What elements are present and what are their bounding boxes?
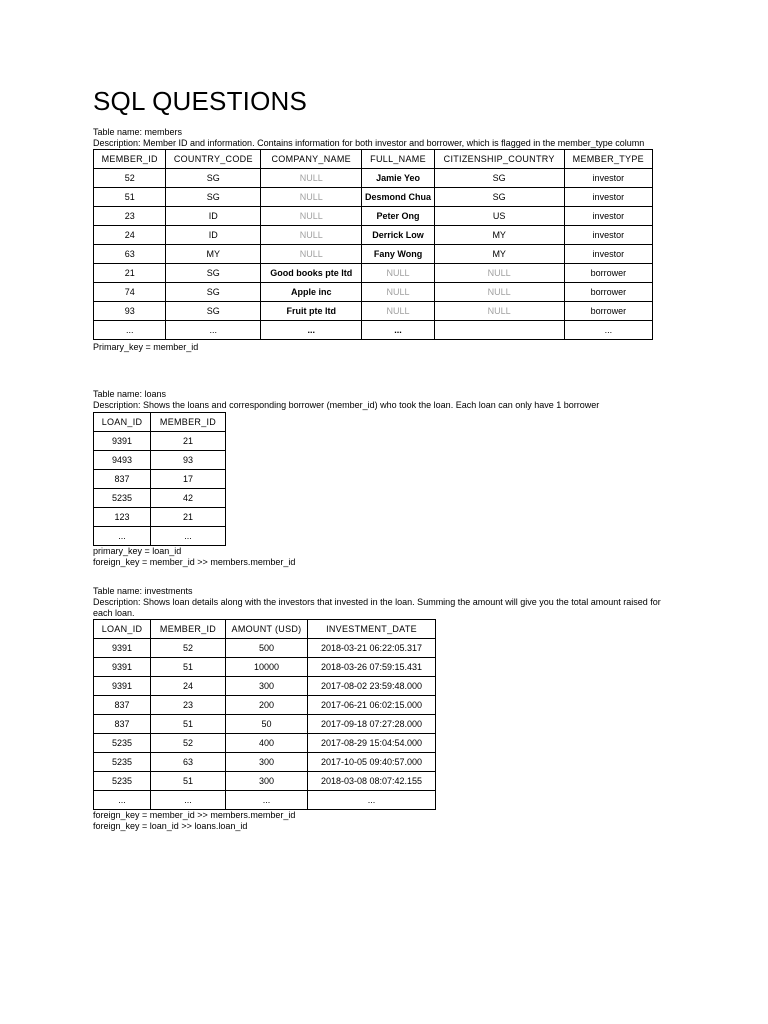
investments-cell: 2018-03-21 06:22:05.317 bbox=[308, 639, 436, 658]
members-column-header: FULL_NAME bbox=[362, 150, 434, 169]
members-cell: 21 bbox=[94, 264, 166, 283]
members-cell: Fruit pte ltd bbox=[261, 302, 362, 321]
members-cell: ... bbox=[261, 321, 362, 340]
investments-cell: ... bbox=[94, 791, 151, 810]
investments-table-name: Table name: investments bbox=[93, 586, 193, 596]
members-cell: MY bbox=[434, 226, 564, 245]
investments-cell: 9391 bbox=[94, 677, 151, 696]
loans-cell: 9391 bbox=[94, 432, 151, 451]
members-cell: SG bbox=[434, 188, 564, 207]
investments-column-header: MEMBER_ID bbox=[151, 620, 226, 639]
loans-table-row bbox=[94, 470, 226, 489]
investments-cell: 5235 bbox=[94, 772, 151, 791]
investments-cell: 2018-03-08 08:07:42.155 bbox=[308, 772, 436, 791]
members-cell: SG bbox=[166, 169, 261, 188]
members-column-header: MEMBER_ID bbox=[94, 150, 166, 169]
members-table-row bbox=[94, 283, 653, 302]
members-cell: borrower bbox=[564, 302, 652, 321]
members-cell: ... bbox=[94, 321, 166, 340]
loans-cell: 21 bbox=[151, 508, 226, 527]
investments-cell: 500 bbox=[226, 639, 308, 658]
members-table-row bbox=[94, 245, 653, 264]
investments-cell: ... bbox=[308, 791, 436, 810]
investments-cell: ... bbox=[151, 791, 226, 810]
loans-cell: 123 bbox=[94, 508, 151, 527]
investments-cell: 300 bbox=[226, 753, 308, 772]
investments-table-row bbox=[94, 734, 436, 753]
investments-table-row bbox=[94, 677, 436, 696]
members-cell: ... bbox=[362, 321, 434, 340]
investments-cell: 52 bbox=[151, 734, 226, 753]
members-cell: US bbox=[434, 207, 564, 226]
members-column-header: CITIZENSHIP_COUNTRY bbox=[434, 150, 564, 169]
investments-table-row bbox=[94, 791, 436, 810]
loans-cell: 93 bbox=[151, 451, 226, 470]
investments-foreign-key-loan: foreign_key = loan_id >> loans.loan_id bbox=[93, 821, 248, 831]
members-cell: borrower bbox=[564, 264, 652, 283]
investments-cell: 51 bbox=[151, 772, 226, 791]
investments-cell: 52 bbox=[151, 639, 226, 658]
investments-cell: 400 bbox=[226, 734, 308, 753]
members-cell: 74 bbox=[94, 283, 166, 302]
investments-column-header: LOAN_ID bbox=[94, 620, 151, 639]
members-cell: investor bbox=[564, 169, 652, 188]
loans-cell: 5235 bbox=[94, 489, 151, 508]
members-cell: NULL bbox=[261, 245, 362, 264]
members-table-row bbox=[94, 226, 653, 245]
members-table-name: Table name: members bbox=[93, 127, 183, 137]
investments-table-row bbox=[94, 772, 436, 791]
members-cell: SG bbox=[434, 169, 564, 188]
investments-cell: 9391 bbox=[94, 658, 151, 677]
members-cell: investor bbox=[564, 245, 652, 264]
loans-cell: 17 bbox=[151, 470, 226, 489]
members-cell: Derrick Low bbox=[362, 226, 434, 245]
members-cell: Desmond Chua bbox=[362, 188, 434, 207]
investments-cell: 23 bbox=[151, 696, 226, 715]
members-cell: 52 bbox=[94, 169, 166, 188]
members-cell bbox=[434, 321, 564, 340]
members-cell: NULL bbox=[261, 188, 362, 207]
members-cell: ... bbox=[564, 321, 652, 340]
members-table bbox=[93, 149, 653, 340]
investments-table-row bbox=[94, 753, 436, 772]
loans-cell: 837 bbox=[94, 470, 151, 489]
members-cell: ID bbox=[166, 207, 261, 226]
investments-cell: 9391 bbox=[94, 639, 151, 658]
loans-primary-key: primary_key = loan_id bbox=[93, 546, 182, 556]
investments-cell: 51 bbox=[151, 658, 226, 677]
members-section bbox=[93, 127, 653, 353]
investments-cell: 837 bbox=[94, 715, 151, 734]
investments-cell: 63 bbox=[151, 753, 226, 772]
loans-table bbox=[93, 412, 226, 546]
members-table-row bbox=[94, 321, 653, 340]
investments-cell: 2017-09-18 07:27:28.000 bbox=[308, 715, 436, 734]
loans-table-row bbox=[94, 508, 226, 527]
members-cell: MY bbox=[434, 245, 564, 264]
members-primary-key: Primary_key = member_id bbox=[93, 342, 199, 352]
members-cell: SG bbox=[166, 188, 261, 207]
loans-table-row bbox=[94, 489, 226, 508]
members-cell: NULL bbox=[362, 264, 434, 283]
investments-cell: 2017-08-29 15:04:54.000 bbox=[308, 734, 436, 753]
investments-cell: 51 bbox=[151, 715, 226, 734]
investments-cell: 837 bbox=[94, 696, 151, 715]
loans-table-row bbox=[94, 432, 226, 451]
loans-cell: ... bbox=[151, 527, 226, 546]
loans-description: Description: Shows the loans and corresponding borrower (member_id) who took the loan. Each loan can only have 1 borrower bbox=[93, 400, 600, 410]
investments-cell: 2018-03-26 07:59:15.431 bbox=[308, 658, 436, 677]
members-cell: Jamie Yeo bbox=[362, 169, 434, 188]
loans-column-header: MEMBER_ID bbox=[151, 413, 226, 432]
loans-cell: 9493 bbox=[94, 451, 151, 470]
investments-cell: 300 bbox=[226, 772, 308, 791]
members-cell: 51 bbox=[94, 188, 166, 207]
members-cell: SG bbox=[166, 283, 261, 302]
members-column-header: COMPANY_NAME bbox=[261, 150, 362, 169]
investments-foreign-key-member: foreign_key = member_id >> members.member_id bbox=[93, 810, 296, 820]
investments-table bbox=[93, 619, 436, 810]
members-cell: NULL bbox=[434, 264, 564, 283]
members-cell: NULL bbox=[362, 283, 434, 302]
investments-cell: 2017-10-05 09:40:57.000 bbox=[308, 753, 436, 772]
investments-description: Description: Shows loan details along with the investors that invested in the loan. Summing the amount will give you the total amount raised for each loan. bbox=[93, 597, 661, 618]
members-cell: Peter Ong bbox=[362, 207, 434, 226]
members-cell: SG bbox=[166, 264, 261, 283]
members-table-row bbox=[94, 169, 653, 188]
investments-cell: 24 bbox=[151, 677, 226, 696]
page-title: SQL QUESTIONS bbox=[93, 86, 308, 116]
loans-table-name: Table name: loans bbox=[93, 389, 167, 399]
loans-section bbox=[93, 389, 693, 568]
members-table-row bbox=[94, 302, 653, 321]
investments-cell: 2017-06-21 06:02:15.000 bbox=[308, 696, 436, 715]
members-cell: borrower bbox=[564, 283, 652, 302]
members-cell: Good books pte ltd bbox=[261, 264, 362, 283]
members-cell: SG bbox=[166, 302, 261, 321]
members-cell: NULL bbox=[434, 302, 564, 321]
members-cell: MY bbox=[166, 245, 261, 264]
members-cell: investor bbox=[564, 207, 652, 226]
members-cell: investor bbox=[564, 226, 652, 245]
loans-cell: ... bbox=[94, 527, 151, 546]
investments-cell: 2017-08-02 23:59:48.000 bbox=[308, 677, 436, 696]
members-cell: NULL bbox=[261, 169, 362, 188]
members-description: Description: Member ID and information. Contains information for both investor and borrower, which is flagged in the member_type column bbox=[93, 138, 645, 148]
loans-column-header: LOAN_ID bbox=[94, 413, 151, 432]
members-table-row bbox=[94, 188, 653, 207]
members-cell: NULL bbox=[362, 302, 434, 321]
investments-cell: 200 bbox=[226, 696, 308, 715]
members-cell: 93 bbox=[94, 302, 166, 321]
investments-cell: 5235 bbox=[94, 753, 151, 772]
members-cell: ID bbox=[166, 226, 261, 245]
members-column-header: MEMBER_TYPE bbox=[564, 150, 652, 169]
investments-table-row bbox=[94, 639, 436, 658]
loans-cell: 42 bbox=[151, 489, 226, 508]
members-cell: 23 bbox=[94, 207, 166, 226]
investments-cell: 5235 bbox=[94, 734, 151, 753]
members-table-row bbox=[94, 264, 653, 283]
members-cell: Fany Wong bbox=[362, 245, 434, 264]
members-cell: NULL bbox=[434, 283, 564, 302]
members-cell: ... bbox=[166, 321, 261, 340]
investments-section bbox=[93, 586, 673, 832]
members-cell: 24 bbox=[94, 226, 166, 245]
members-cell: NULL bbox=[261, 207, 362, 226]
loans-table-row bbox=[94, 451, 226, 470]
loans-cell: 21 bbox=[151, 432, 226, 451]
members-cell: NULL bbox=[261, 226, 362, 245]
investments-cell: 50 bbox=[226, 715, 308, 734]
members-column-header: COUNTRY_CODE bbox=[166, 150, 261, 169]
investments-table-row bbox=[94, 658, 436, 677]
members-cell: Apple inc bbox=[261, 283, 362, 302]
members-cell: 63 bbox=[94, 245, 166, 264]
loans-table-row bbox=[94, 527, 226, 546]
investments-table-row bbox=[94, 715, 436, 734]
investments-column-header: AMOUNT (USD) bbox=[226, 620, 308, 639]
investments-cell: 300 bbox=[226, 677, 308, 696]
investments-table-row bbox=[94, 696, 436, 715]
investments-column-header: INVESTMENT_DATE bbox=[308, 620, 436, 639]
members-cell: investor bbox=[564, 188, 652, 207]
loans-foreign-key: foreign_key = member_id >> members.member_id bbox=[93, 557, 296, 567]
investments-cell: ... bbox=[226, 791, 308, 810]
members-table-row bbox=[94, 207, 653, 226]
investments-cell: 10000 bbox=[226, 658, 308, 677]
